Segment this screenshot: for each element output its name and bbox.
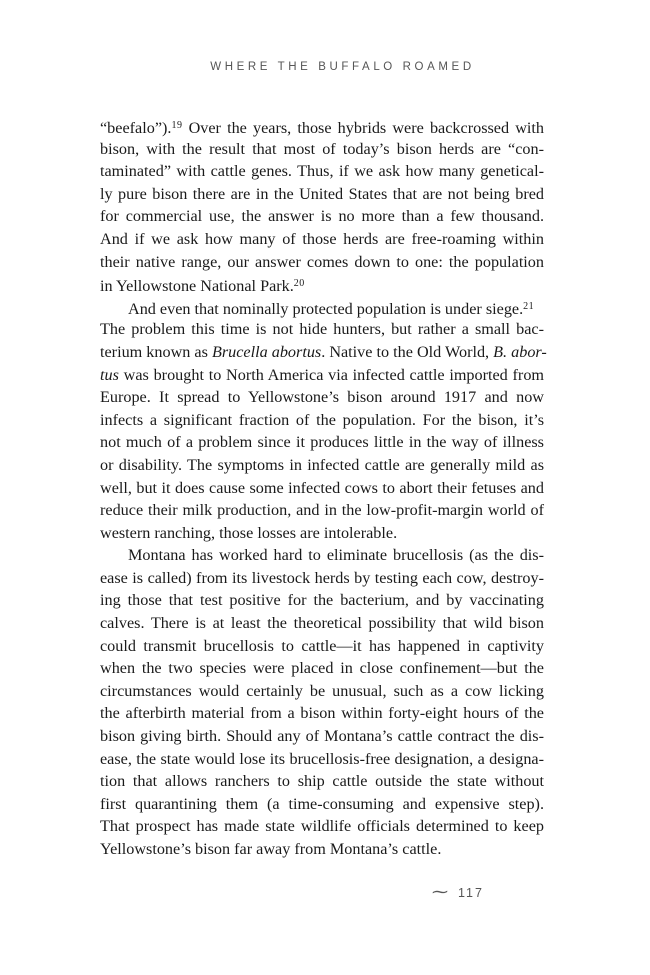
text-line: tus was brought to North America via infected cattle imported from — [100, 365, 544, 384]
text-line: bison giving birth. Should any of Montana’s cattle contract the dis- — [100, 727, 544, 746]
text-line: infects a significant fraction of the population. For the bison, it’s — [100, 410, 544, 429]
text-line: not much of a problem since it produces little in the way of illness — [100, 433, 544, 452]
species-name: tus — [100, 365, 119, 384]
text-line: Europe. It spread to Yellowstone’s bison around 1917 and now — [100, 388, 544, 407]
text-line: first quarantining them (a time-consuming and expensive step). — [100, 794, 544, 813]
text-line: ease is called) from its livestock herds by testing each cow, destroy- — [100, 568, 544, 587]
page-number: 117 — [458, 886, 484, 900]
text-line: And even that nominally protected population is under siege.$^{21}$ — [128, 299, 535, 318]
text-line: bison, with the result that most of today’s bison herds are “con- — [100, 139, 544, 158]
text-line: for commercial use, the answer is no more than a few thousand. — [100, 207, 544, 226]
body-text — [100, 115, 547, 861]
text-line: their native range, our answer comes down to one: the population — [100, 252, 544, 271]
paragraph — [100, 544, 544, 860]
text-line: the afterbirth material from a bison within forty-eight hours of the — [100, 704, 544, 723]
text-line: And if we ask how many of those herds are free-roaming within — [100, 229, 544, 248]
species-name: B. abor- — [493, 342, 547, 361]
text-line: ly pure bison there are in the United States that are not being bred — [100, 184, 544, 203]
text-line: “beefalo”).$^{19}$ Over the years, those hybrids were backcrossed with — [100, 119, 544, 137]
text-line: terium known as Brucella abortus. Native to the Old World, B. abor- — [100, 342, 547, 361]
running-head: WHERE THE BUFFALO ROAMED — [210, 61, 475, 73]
text-line: Montana has worked hard to eliminate brucellosis (as the dis- — [128, 546, 544, 565]
footnote-ref: 21 — [523, 300, 535, 312]
paragraph — [100, 115, 544, 296]
text-line: when the two species were placed in close confinement—but the — [100, 659, 544, 678]
text-line: well, but it does cause some infected cows to abort their fetuses and — [100, 478, 544, 497]
text-line: tion that allows ranchers to ship cattle outside the state without — [100, 772, 544, 791]
text-line: or disability. The symptoms in infected cattle are generally mild as — [100, 455, 544, 474]
text-line: ing those that test positive for the bacterium, and by vaccinating — [100, 591, 544, 610]
text-line: The problem this time is not hide hunters, but rather a small bac- — [100, 320, 544, 339]
text-line: taminated” with cattle genes. Thus, if we ask how many genetical- — [100, 162, 544, 181]
text-line: could transmit brucellosis to cattle—it has happened in captivity — [100, 636, 544, 655]
text-line: in Yellowstone National Park.$^{20}$ — [100, 277, 305, 296]
text-line: That prospect has made state wildlife officials determined to keep — [100, 817, 544, 836]
swash-ornament-icon: ⁓ — [432, 884, 448, 901]
folio — [432, 882, 484, 902]
paragraph — [100, 296, 547, 545]
text-line: ease, the state would lose its brucellosis-free designation, a designa- — [100, 749, 544, 768]
text-line: circumstances would certainly be unusual, such as a cow licking — [100, 681, 544, 700]
species-name: Brucella abortus — [211, 342, 322, 361]
text-line: western ranching, those losses are intolerable. — [100, 523, 398, 542]
text-line: calves. There is at least the theoretical possibility that wild bison — [100, 614, 544, 633]
text-line: Yellowstone’s bison far away from Montana’s cattle. — [100, 840, 442, 858]
footnote-ref: 19 — [171, 120, 183, 131]
footnote-ref: 20 — [293, 278, 305, 290]
text-line: reduce their milk production, and in the low-profit-margin world of — [100, 501, 544, 520]
